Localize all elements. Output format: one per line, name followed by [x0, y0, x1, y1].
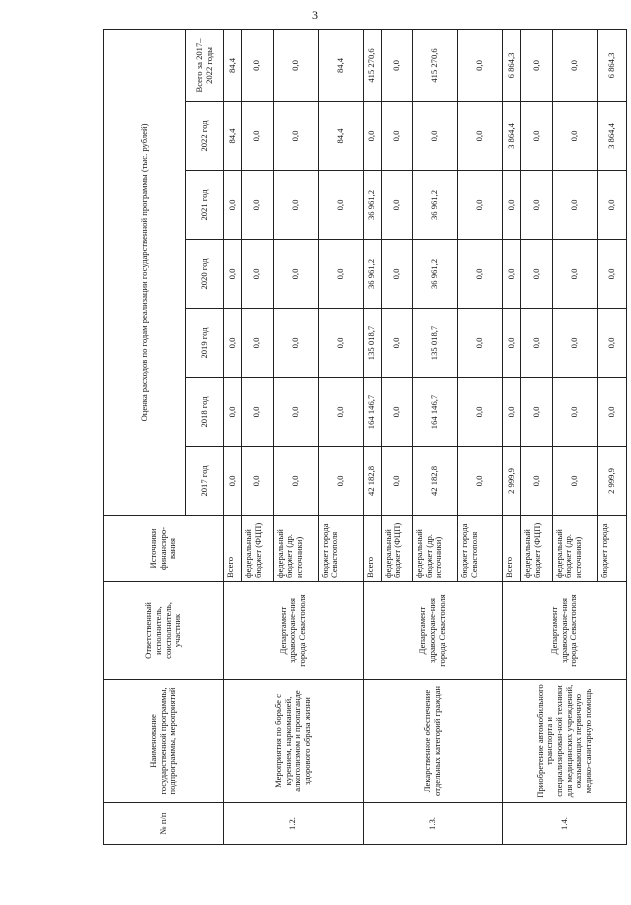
- amount-cell: 164 146,7: [413, 378, 458, 447]
- amount-cell: 0,0: [242, 378, 274, 447]
- header-year: Всего за 2017–2022 годы: [186, 29, 224, 101]
- item-name: Мероприятия по борьбе с курением, наркоманией, алкоголизмом и пропаганде здорового образа жизни: [224, 680, 364, 803]
- amount-cell: 42 182,8: [413, 447, 458, 516]
- amount-cell: 36 961,2: [363, 240, 381, 309]
- amount-cell: 6 864,3: [503, 29, 521, 101]
- amount-cell: 0,0: [224, 447, 242, 516]
- funding-source: Всего: [224, 516, 242, 582]
- amount-cell: 0,0: [552, 102, 597, 171]
- amount-cell: 84,4: [318, 29, 363, 101]
- amount-cell: 0,0: [521, 29, 553, 101]
- amount-cell: 0,0: [458, 309, 503, 378]
- amount-cell: 3 864,4: [597, 102, 626, 171]
- amount-cell: 0,0: [242, 102, 274, 171]
- amount-cell: 135 018,7: [363, 309, 381, 378]
- amount-cell: 84,4: [224, 102, 242, 171]
- item-name: Лекарственное обеспечение отдельных категорий граждан: [363, 680, 503, 803]
- item-number: 1.4.: [503, 803, 627, 845]
- amount-cell: 0,0: [381, 309, 413, 378]
- amount-cell: 0,0: [521, 447, 553, 516]
- amount-cell: 0,0: [273, 447, 318, 516]
- header-year: 2019 год: [186, 309, 224, 378]
- amount-cell: 0,0: [503, 171, 521, 240]
- item-number: 1.2.: [224, 803, 364, 845]
- amount-cell: 2 999,9: [503, 447, 521, 516]
- amount-cell: 0,0: [273, 102, 318, 171]
- amount-cell: 0,0: [413, 102, 458, 171]
- amount-cell: 0,0: [363, 102, 381, 171]
- funding-source: Всего: [363, 516, 381, 582]
- amount-cell: 0,0: [224, 240, 242, 309]
- amount-cell: 0,0: [521, 378, 553, 447]
- amount-cell: 0,0: [458, 240, 503, 309]
- funding-source: федеральный бюджет (ФЦП): [381, 516, 413, 582]
- amount-cell: 0,0: [597, 378, 626, 447]
- amount-cell: 0,0: [273, 309, 318, 378]
- amount-cell: 0,0: [224, 171, 242, 240]
- amount-cell: 36 961,2: [413, 171, 458, 240]
- table-row: [363, 29, 381, 844]
- funding-source: федеральный бюджет (ФЦП): [242, 516, 274, 582]
- amount-cell: 0,0: [318, 378, 363, 447]
- amount-cell: 0,0: [503, 240, 521, 309]
- item-name: Приобретение автомобильного транспорта и специализирован-ной техники для медицинских учреждений, оказывающих первичную медико-санитарную помощь: [503, 680, 627, 803]
- funding-source: федеральный бюджет (ФЦП): [521, 516, 553, 582]
- rotated-table-wrapper: [103, 30, 627, 845]
- header-estimate: Оценка расходов по годам реализации государственной программы (тыс. рублей): [104, 29, 186, 515]
- amount-cell: 0,0: [503, 378, 521, 447]
- item-responsible: Департамент здравоохране-ния города Севастополя: [224, 582, 364, 680]
- amount-cell: 0,0: [458, 29, 503, 101]
- amount-cell: 415 270,6: [413, 29, 458, 101]
- item-responsible: Департамент здравоохране-ния города Севастополя: [363, 582, 503, 680]
- amount-cell: 0,0: [273, 171, 318, 240]
- funding-source: Всего: [503, 516, 521, 582]
- amount-cell: 0,0: [597, 309, 626, 378]
- amount-cell: 0,0: [552, 309, 597, 378]
- amount-cell: 0,0: [521, 240, 553, 309]
- amount-cell: 84,4: [224, 29, 242, 101]
- amount-cell: 36 961,2: [413, 240, 458, 309]
- amount-cell: 0,0: [318, 447, 363, 516]
- amount-cell: 6 864,3: [597, 29, 626, 101]
- budget-table: [103, 29, 627, 845]
- amount-cell: 0,0: [242, 309, 274, 378]
- amount-cell: 0,0: [224, 378, 242, 447]
- amount-cell: 0,0: [224, 309, 242, 378]
- amount-cell: 42 182,8: [363, 447, 381, 516]
- amount-cell: 2 999,9: [597, 447, 626, 516]
- header-responsible: Ответственный исполнитель, соисполнитель, участник: [104, 582, 224, 680]
- funding-source: федеральный бюджет (др. источники): [552, 516, 597, 582]
- amount-cell: 0,0: [381, 447, 413, 516]
- amount-cell: 0,0: [242, 447, 274, 516]
- header-year: 2017 год: [186, 447, 224, 516]
- header-year: 2020 год: [186, 240, 224, 309]
- amount-cell: 415 270,6: [363, 29, 381, 101]
- amount-cell: 164 146,7: [363, 378, 381, 447]
- amount-cell: 0,0: [552, 378, 597, 447]
- header-name: Наименование государственной программы, подпрограммы, мероприятий: [104, 680, 224, 803]
- amount-cell: 0,0: [521, 171, 553, 240]
- amount-cell: 0,0: [318, 309, 363, 378]
- funding-source: федеральный бюджет (др. источники): [273, 516, 318, 582]
- header-year: 2018 год: [186, 378, 224, 447]
- amount-cell: 0,0: [381, 102, 413, 171]
- amount-cell: 135 018,7: [413, 309, 458, 378]
- amount-cell: 0,0: [552, 29, 597, 101]
- amount-cell: 0,0: [273, 29, 318, 101]
- amount-cell: 0,0: [381, 240, 413, 309]
- amount-cell: 0,0: [242, 240, 274, 309]
- amount-cell: 0,0: [381, 171, 413, 240]
- amount-cell: 0,0: [503, 309, 521, 378]
- funding-source: федеральный бюджет (др. источники): [413, 516, 458, 582]
- amount-cell: 0,0: [552, 447, 597, 516]
- page-number: 3: [312, 8, 318, 22]
- amount-cell: 0,0: [521, 102, 553, 171]
- amount-cell: 0,0: [552, 171, 597, 240]
- amount-cell: 0,0: [318, 240, 363, 309]
- amount-cell: 0,0: [458, 171, 503, 240]
- amount-cell: 0,0: [381, 29, 413, 101]
- amount-cell: 0,0: [273, 240, 318, 309]
- amount-cell: 0,0: [242, 171, 274, 240]
- table-row: [503, 29, 521, 844]
- amount-cell: 0,0: [242, 29, 274, 101]
- funding-source: бюджет города Севастополя: [318, 516, 363, 582]
- funding-source: бюджет города Севастополя: [458, 516, 503, 582]
- header-no: № п/п: [104, 803, 224, 845]
- table-row: [224, 29, 242, 844]
- amount-cell: 36 961,2: [363, 171, 381, 240]
- amount-cell: 0,0: [552, 240, 597, 309]
- item-number: 1.3.: [363, 803, 503, 845]
- header-year: 2021 год: [186, 171, 224, 240]
- amount-cell: 3 864,4: [503, 102, 521, 171]
- amount-cell: 0,0: [597, 240, 626, 309]
- amount-cell: 0,0: [273, 378, 318, 447]
- item-responsible: Департамент здравоохране-ния города Севастополя: [503, 582, 627, 680]
- amount-cell: 84,4: [318, 102, 363, 171]
- funding-source: бюджет города: [597, 516, 626, 582]
- header-year: 2022 год: [186, 102, 224, 171]
- amount-cell: 0,0: [458, 447, 503, 516]
- amount-cell: 0,0: [597, 171, 626, 240]
- header-sources: Источники финансиро-вания: [104, 516, 224, 582]
- amount-cell: 0,0: [458, 378, 503, 447]
- amount-cell: 0,0: [521, 309, 553, 378]
- amount-cell: 0,0: [318, 171, 363, 240]
- amount-cell: 0,0: [381, 378, 413, 447]
- amount-cell: 0,0: [458, 102, 503, 171]
